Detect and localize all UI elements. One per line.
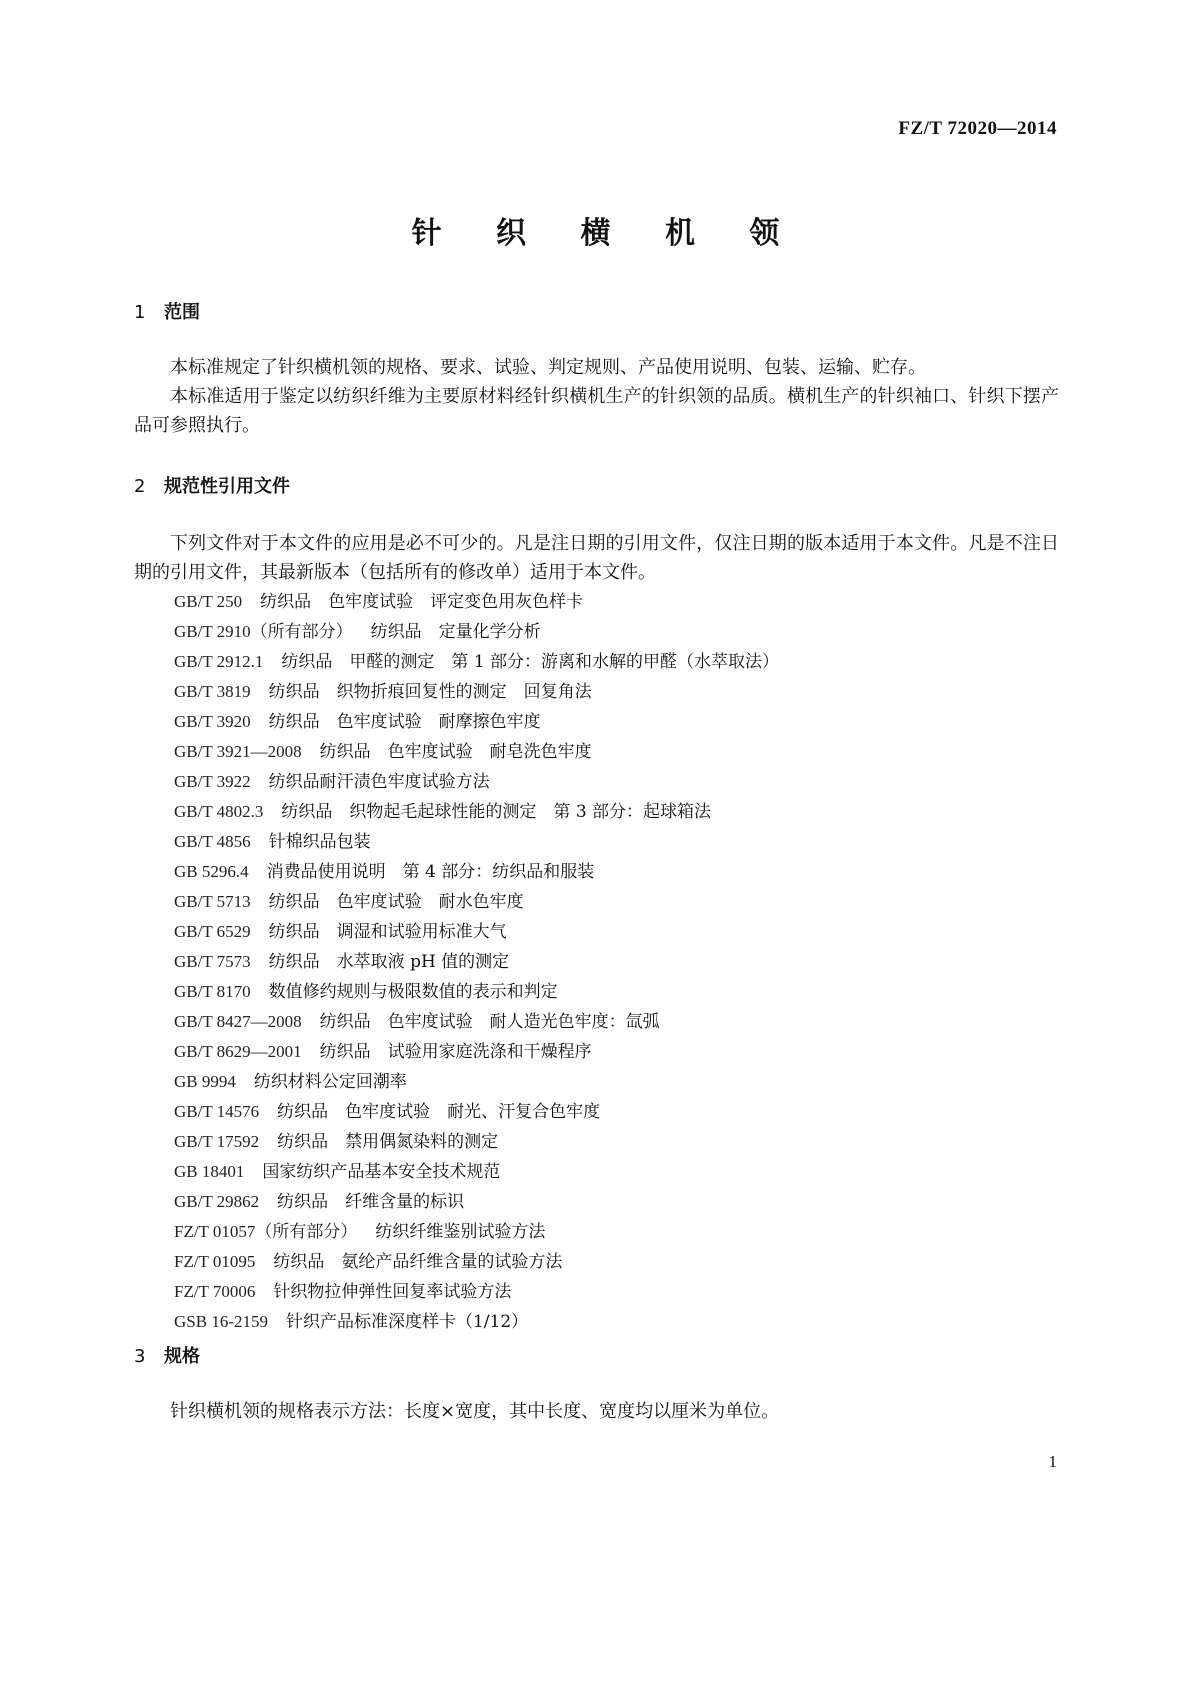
reference-code: GB 5296.4 — [174, 862, 249, 881]
reference-title: 纺织品 色牢度试验 耐摩擦色牢度 — [268, 712, 541, 732]
reference-title: 针织产品标准深度样卡（1/12） — [285, 1312, 529, 1332]
reference-item — [174, 1187, 779, 1217]
page-number: 1 — [1048, 1452, 1057, 1471]
reference-item — [174, 1277, 779, 1307]
reference-title: 纺织品 织物起毛起球性能的测定 第 3 部分：起球箱法 — [281, 802, 712, 822]
reference-code: FZ/T 01095 — [174, 1252, 256, 1271]
standard-code: FZ/T 72020—2014 — [898, 118, 1057, 139]
reference-item — [174, 617, 779, 647]
reference-code: FZ/T 01057（所有部分） — [174, 1222, 358, 1241]
reference-item — [174, 587, 779, 617]
reference-title: 纺织品 色牢度试验 耐光、汗复合色牢度 — [277, 1102, 601, 1122]
section-1-paragraph-2: 本标准适用于鉴定以纺织纤维为主要原材料经针织横机生产的针织领的品质。横机生产的针织袖口、针织下摆产品可参照执行。 — [134, 386, 1059, 436]
reference-title: 数值修约规则与极限数值的表示和判定 — [268, 982, 558, 1002]
reference-item — [174, 677, 779, 707]
document-title: 针 织 横 机 领 — [411, 216, 802, 251]
reference-item — [174, 887, 779, 917]
section-number: 2 — [134, 476, 146, 497]
reference-title: 纺织品 色牢度试验 评定变色用灰色样卡 — [260, 592, 584, 612]
reference-item — [174, 647, 779, 677]
reference-code: GB/T 4802.3 — [174, 802, 264, 821]
reference-title: 针棉织品包装 — [268, 832, 371, 852]
reference-title: 纺织品 色牢度试验 耐皂洗色牢度 — [319, 742, 592, 762]
reference-title: 纺织品 色牢度试验 耐水色牢度 — [268, 892, 524, 912]
reference-title: 纺织品 氨纶产品纤维含量的试验方法 — [273, 1252, 563, 1272]
reference-item — [174, 707, 779, 737]
normative-references-list — [174, 587, 779, 1337]
reference-code: GB/T 5713 — [174, 892, 251, 911]
reference-item — [174, 977, 779, 1007]
reference-code: GB/T 17592 — [174, 1132, 260, 1151]
reference-code: GB/T 4856 — [174, 832, 251, 851]
reference-code: GB/T 8629—2001 — [174, 1042, 302, 1061]
section-number: 3 — [134, 1346, 146, 1367]
section-number: 1 — [134, 302, 146, 323]
reference-code: GB/T 8427—2008 — [174, 1012, 302, 1031]
reference-item — [174, 857, 779, 887]
reference-item — [174, 1097, 779, 1127]
reference-item — [174, 1127, 779, 1157]
reference-code: FZ/T 70006 — [174, 1282, 256, 1301]
reference-item — [174, 1307, 779, 1337]
reference-title: 纺织品 禁用偶氮染料的测定 — [277, 1132, 499, 1152]
section-title: 规范性引用文件 — [164, 476, 290, 497]
reference-title: 国家纺织产品基本安全技术规范 — [262, 1162, 501, 1182]
section-2-heading — [134, 472, 290, 498]
reference-title: 纺织品 色牢度试验 耐人造光色牢度：氙弧 — [319, 1012, 660, 1032]
reference-item — [174, 737, 779, 767]
section-3-heading — [134, 1342, 200, 1368]
reference-item — [174, 1067, 779, 1097]
reference-code: GB/T 7573 — [174, 952, 251, 971]
reference-title: 纺织品 水萃取液 pH 值的测定 — [268, 952, 510, 972]
reference-code: GB/T 6529 — [174, 922, 251, 941]
section-1-heading — [134, 298, 200, 324]
section-1-paragraph-1: 本标准规定了针织横机领的规格、要求、试验、判定规则、产品使用说明、包装、运输、贮存。 — [170, 357, 926, 378]
reference-code: GB/T 14576 — [174, 1102, 260, 1121]
reference-code: GB 9994 — [174, 1072, 236, 1091]
reference-code: GB/T 8170 — [174, 982, 251, 1001]
reference-item — [174, 1217, 779, 1247]
reference-title: 纺织品 定量化学分析 — [370, 622, 541, 642]
reference-code: GB/T 3921—2008 — [174, 742, 302, 761]
reference-title: 纺织品 试验用家庭洗涤和干燥程序 — [319, 1042, 592, 1062]
reference-item — [174, 947, 779, 977]
reference-code: GB/T 3920 — [174, 712, 251, 731]
section-title: 规格 — [164, 1346, 200, 1367]
reference-title: 纺织纤维鉴别试验方法 — [375, 1222, 546, 1242]
reference-title: 纺织材料公定回潮率 — [253, 1072, 407, 1092]
section-title: 范围 — [164, 302, 200, 323]
reference-code: GSB 16-2159 — [174, 1312, 268, 1331]
reference-item — [174, 767, 779, 797]
section-3-paragraph-1: 针织横机领的规格表示方法：长度×宽度，其中长度、宽度均以厘米为单位。 — [170, 1401, 780, 1422]
reference-item — [174, 797, 779, 827]
reference-item — [174, 917, 779, 947]
reference-code: GB/T 2912.1 — [174, 652, 264, 671]
reference-title: 纺织品耐汗渍色牢度试验方法 — [268, 772, 490, 792]
reference-item — [174, 1157, 779, 1187]
reference-code: GB/T 29862 — [174, 1192, 260, 1211]
reference-title: 纺织品 调湿和试验用标准大气 — [268, 922, 507, 942]
reference-code: GB 18401 — [174, 1162, 245, 1181]
reference-title: 针织物拉伸弹性回复率试验方法 — [273, 1282, 512, 1302]
reference-code: GB/T 3922 — [174, 772, 251, 791]
reference-title: 纺织品 纤维含量的标识 — [277, 1192, 465, 1212]
reference-code: GB/T 3819 — [174, 682, 251, 701]
reference-title: 纺织品 甲醛的测定 第 1 部分：游离和水解的甲醛（水萃取法） — [281, 652, 780, 672]
reference-item — [174, 1037, 779, 1067]
reference-title: 消费品使用说明 第 4 部分：纺织品和服装 — [266, 862, 595, 882]
reference-title: 纺织品 织物折痕回复性的测定 回复角法 — [268, 682, 592, 702]
section-2-paragraph-1: 下列文件对于本文件的应用是必不可少的。凡是注日期的引用文件，仅注日期的版本适用于本文件。凡是不注日期的引用文件，其最新版本（包括所有的修改单）适用于本文件。 — [134, 533, 1059, 583]
reference-code: GB/T 250 — [174, 592, 243, 611]
reference-item — [174, 1007, 779, 1037]
reference-item — [174, 827, 779, 857]
reference-code: GB/T 2910（所有部分） — [174, 622, 353, 641]
reference-item — [174, 1247, 779, 1277]
